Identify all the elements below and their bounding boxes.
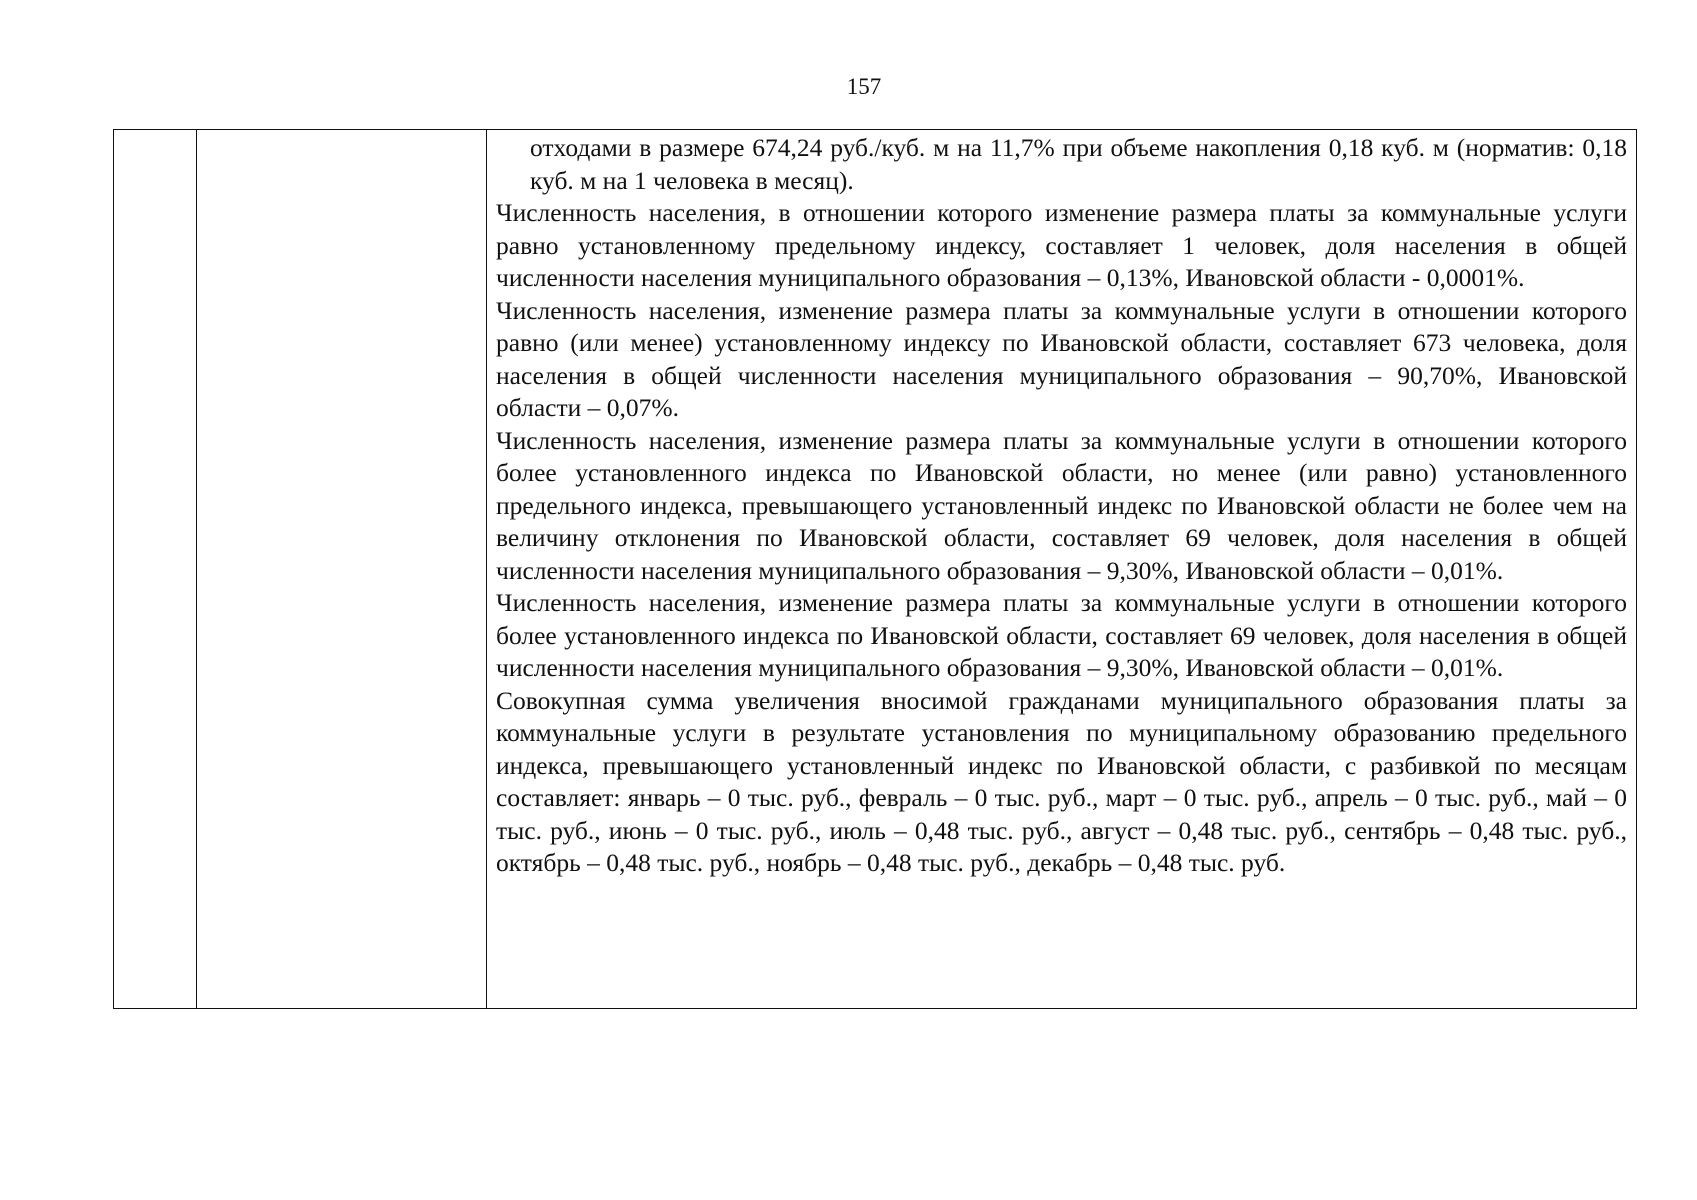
paragraph-within-deviation-population: Численность населения, изменение размера платы за коммунальные услуги в отношении которого более установленного индекса по Ивановской области, но менее (или равно) установленного предельного индекса, превышающего установленный индекс по Ивановской области не более чем на величину отклонения по Ивановской области, составляет 69 человек, доля населения в общей численности населения муниципального образования – 9,30%, Ивановской области – 0,01%. [496, 425, 1627, 585]
paragraph-preset-index-population: Численность населения, в отношении которого изменение размера платы за коммунальные услуги равно установленному предельному индексу, составляет 1 человек, доля населения в общей численности населения муниципального образования – 0,13%, Ивановской области - 0,0001%. [496, 198, 1627, 292]
table-row [114, 130, 1637, 1009]
paragraph-above-index-population: Численность населения, изменение размера платы за коммунальные услуги в отношении которого более установленного индекса по Ивановской области, составляет 69 человек, доля населения в общей численности населения муниципального образования – 9,30%, Ивановской области – 0,01%. [496, 588, 1627, 682]
description-text [487, 130, 1636, 880]
document-table [113, 129, 1637, 1009]
paragraph-below-index-population: Численность населения, изменение размера платы за коммунальные услуги в отношении которого равно (или менее) установленному индексу по Ивановской области, составляет 673 человека, доля населения в общей численности населения муниципального образования – 90,70%, Ивановской области – 0,07%. [496, 295, 1627, 422]
table-cell-number [114, 130, 197, 1009]
table-cell-description [487, 130, 1637, 1009]
table-cell-name [197, 130, 487, 1009]
page-number: 157 [846, 74, 882, 99]
paragraph-continuation: отходами в размере 674,24 руб./куб. м на 11,7% при объеме накопления 0,18 куб. м (норматив: 0,18 куб. м на 1 человека в месяц). [530, 133, 1627, 195]
paragraph-monthly-total: Совокупная сумма увеличения вносимой гражданами муниципального образования платы за коммунальные услуги в результате установления по муниципальному образованию предельного индекса, превышающего установленный индекс по Ивановской области, с разбивкой по месяцам составляет: январь – 0 тыс. руб., февраль – 0 тыс. руб., март – 0 тыс. руб., апрель – 0 тыс. руб., май – 0 тыс. руб., июнь – 0 тыс. руб., июль – 0,48 тыс. руб., август – 0,48 тыс. руб., сентябрь – 0,48 тыс. руб., октябрь – 0,48 тыс. руб., ноябрь – 0,48 тыс. руб., декабрь – 0,48 тыс. руб. [496, 685, 1627, 877]
